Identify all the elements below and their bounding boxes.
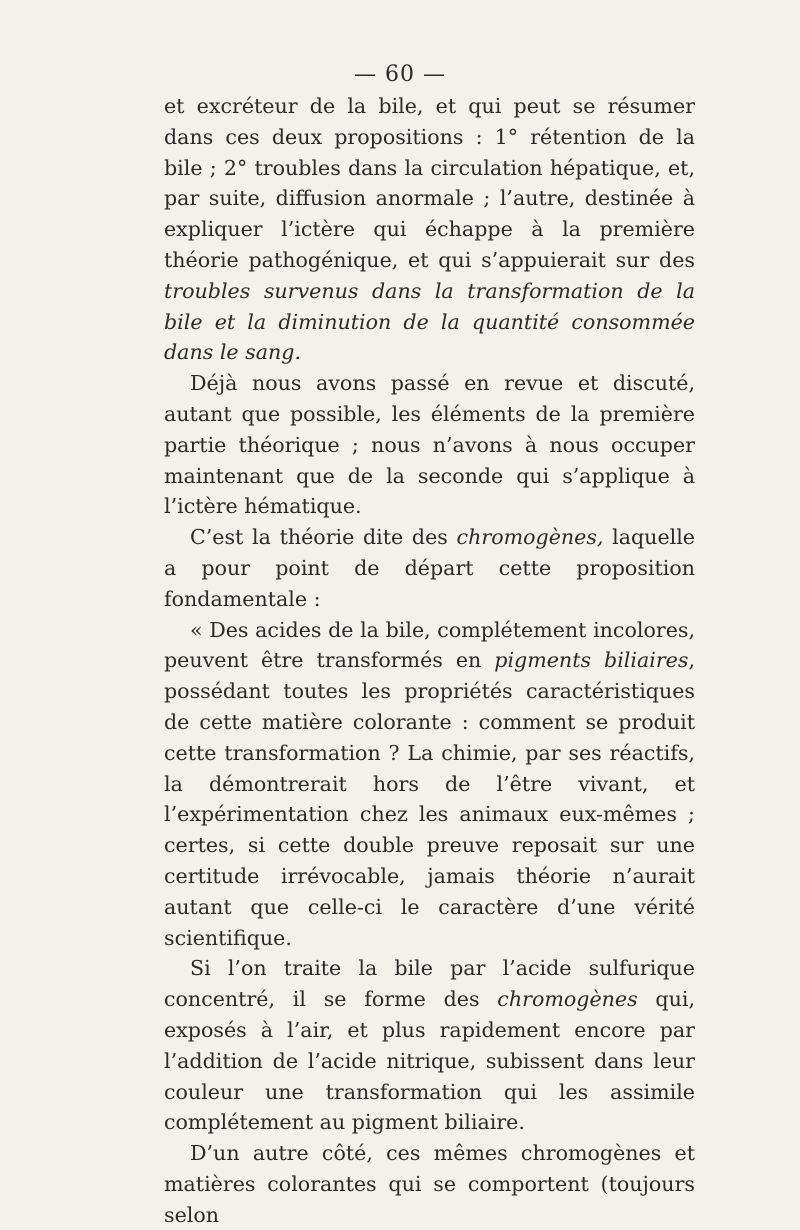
paragraph-4 [164, 615, 695, 954]
text-segment: C’est la théorie dite des [190, 525, 457, 550]
paragraph-2 [164, 368, 695, 522]
paragraph-1 [164, 91, 695, 368]
page-number: — 60 — [354, 62, 446, 87]
paragraph-5 [164, 953, 695, 1138]
paragraph-3 [164, 522, 695, 614]
italic-segment: troubles survenus dans la transformation de la bile et la diminution de la quantité consommée dans le sang. [164, 278, 695, 365]
italic-segment: chromogènes, [456, 525, 604, 550]
italic-segment: chromogènes [497, 987, 638, 1012]
text-segment: qui, exposés à l’air, et plus rapidement encore par l’addition de l’acide nitrique, subissent dans leur couleur une transformation qui les assimile complétement au pigment biliaire. [164, 987, 695, 1135]
text-segment: Si l’on traite la bile par l’acide sulfurique concentré, il se forme des [164, 956, 695, 1012]
text-segment: « Des acides de la bile, complétement incolores, peuvent être transformés en [164, 617, 695, 673]
text-segment: D’un autre côté, ces mêmes chromogènes et matières colorantes qui se comportent (toujours selon [164, 1141, 695, 1227]
text-segment: et excréteur de la bile, et qui peut se résumer dans ces deux propositions : 1° rétention de la bile ; 2° troubles dans la circulation hépatique, et, par suite, diffusion anormale ; l’autre, destinée à expliquer l’ictère qui échappe à la première théorie pathogénique, et qui s’appuierait sur des [164, 94, 695, 272]
text-segment: , possédant toutes les propriétés caractéristiques de cette matière colorante : comment se produit cette transformation ? La chimie, par ses réactifs, la démontrerait hors de l’être vivant, et l’expérimentation chez les animaux eux-mêmes ; certes, si cette double preuve reposait sur une certitude irrévocable, jamais théorie n’aurait autant que celle-ci le caractère d’une vérité scientifique. [164, 648, 695, 950]
text-segment: Déjà nous avons passé en revue et discuté, autant que possible, les éléments de la première partie théorique ; nous n’avons à nous occuper maintenant que de la seconde qui s’applique à l’ictère hématique. [164, 371, 695, 519]
text-segment: laquelle a pour point de départ cette proposition fondamentale : [164, 525, 695, 611]
body-text [164, 91, 695, 1230]
italic-segment: pigments biliaires [494, 648, 689, 673]
paragraph-6 [164, 1138, 695, 1230]
